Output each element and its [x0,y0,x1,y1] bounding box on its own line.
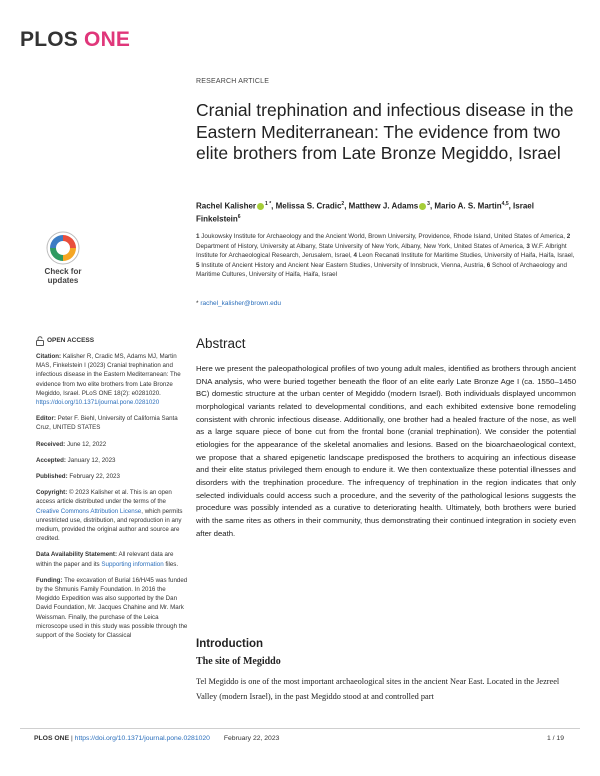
open-lock-icon [36,336,44,346]
affil-text: Department of History, University at Albany, State University of New York, Albany, New York, United States of America, [196,242,525,250]
citation-label: Citation: [36,353,62,360]
email-link[interactable]: rachel_kalisher@brown.edu [200,300,282,307]
received-date: June 12, 2022 [66,440,107,448]
email-star: * [196,300,199,307]
funding-text: The excavation of Burial 16/H/45 was funded by the Shmunis Family Foundation. In 2016 the Megiddo Expedition was also supported by the Dan David Foundation, Mr. Jacques Chahine and Mr. Mark Weissman. Finally, the purchase of the Leica microscope used in this study was possible through the support of the Society for Classical [36,576,188,640]
published-date: February 22, 2023 [69,473,120,481]
author-affil-sup: 3 [427,201,430,207]
page-footer [34,735,279,742]
orcid-icon[interactable] [419,203,426,210]
open-access-label [36,336,188,346]
data-availability-text-end: files. [165,560,179,568]
accepted-label: Accepted: [36,456,66,464]
data-availability-text: All relevant data are within the paper and its [36,551,174,568]
funding-label: Funding: [36,576,63,584]
citation-doi-link[interactable]: https://doi.org/10.1371/journal.pone.0281020 [36,399,160,407]
introduction-text: Tel Megiddo is one of the most important archaeological sites in the ancient Near East. Located in the Jezreel Valley (modern Israel), in the past Megiddo stood at and controlled part [196,677,560,701]
copyright-text: © 2023 Kalisher et al. This is an open access article distributed under the terms of the [36,489,172,506]
footer-divider [20,728,580,729]
footer-separator: | [69,735,75,742]
affil-num: 3 [526,242,530,250]
article-title: Cranial trephination and infectious disease in the Eastern Mediterranean: The evidence from two elite brothers from Late Bronze Megiddo, Israel [196,100,574,163]
author-affil-sup: 2 [341,201,345,207]
author-list [196,199,576,224]
affil-text: W.F. Albright Institute for Archaeological Research, Jerusalem, Israel, [196,242,567,260]
footer-doi-link[interactable]: https://doi.org/10.1371/journal.pone.0281020 [74,735,210,742]
affil-num: 6 [486,261,491,269]
copyright-text-end: , which permits unrestricted use, distribution, and reproduction in any medium, provided the original author and source are credited. [36,507,183,543]
copyright-label: Copyright: [36,489,68,497]
affil-text: School of Archaeology and Maritime Cultures, University of Haifa, Haifa, Israel [196,261,567,279]
supporting-info-link[interactable]: Supporting information [101,560,164,568]
article-type: RESEARCH ARTICLE [196,78,270,85]
affil-num: 4 [353,252,358,260]
abstract-text: Here we present the paleopathological profiles of two young adult males, identified as brothers through ancient DNA analysis, who were buried together beneath the floor of an elite early Late Bronze Age I (ca. 1550–1450 BC) domestic structure at the urban center of Megiddo (modern Israel). Both individuals displayed uncommon morphological variants related to developmental conditions, and each exhibited extensive bone remodeling consistent with chronic infectious disease. Additionally, one brother had a healed fracture of the nose, as well as a large square piece of bone cut from the frontal bone (cranial trephination). We consider the potential etiologies for the appearance of the skeletal anomalies and lesions. Based on the bioarchaeological context, we propose that a shared epigenetic landscape predisposed the brothers to acquiring an infectious disease and their elite status privileged them enough to endure it. We then contextualize these potential illnesses and disorders with the trephination procedure. The infrequency of trephination in the region indicates that only selected individuals could access such a procedure, and the severity of the pathological lesions suggests the procedure was possibly intended as a curative to deteriorating health. Ultimately, both brothers were buried with the same rites as others in their community, thus demonstrating their continued integration in society even after death. [196,364,576,538]
check-for-updates-badge[interactable] [38,231,88,285]
funding-block [36,576,188,640]
citation-block [36,352,188,407]
published-block [36,472,188,481]
author-name: , Matthew J. Adams [344,201,419,211]
page-number: 1 / 19 [546,735,564,742]
footer-date: February 22, 2023 [223,735,280,742]
published-label: Published: [36,473,68,481]
journal-logo[interactable] [20,28,130,52]
corresponding-email [196,300,281,307]
author-name: , Israel Finkelstein [196,201,534,224]
accepted-block [36,456,188,465]
logo-one: ONE [84,28,131,51]
accepted-date: January 12, 2023 [67,456,116,464]
received-label: Received: [36,440,66,448]
editor-label: Editor: [36,415,56,423]
affil-text: Joukowsky Institute for Archaeology and the Ancient World, Brown University, Providence, Rhode Island, United States of America, [201,233,566,240]
citation-text: Kalisher R, Cradic MS, Adams MJ, Martin MAS, Finkelstein I (2023) Cranial trephination and infectious disease in the Eastern Mediterranean: The evidence from two elite brothers from Late Bronze Megiddo, Israel. PLoS ONE 18(2): e0281020. [36,353,181,397]
abstract-heading: Abstract [196,336,246,351]
check-updates-icon [46,231,80,265]
data-availability-block [36,550,188,568]
editor-block [36,414,188,432]
affil-num: 5 [196,261,200,269]
affil-num: 2 [566,233,571,240]
logo-plos: PLOS [20,28,78,51]
check-updates-line2: updates [47,276,79,285]
license-link[interactable]: Creative Commons Attribution License [36,507,142,515]
orcid-icon[interactable] [257,203,264,210]
received-block [36,440,188,449]
author-affil-sup: 6 [237,213,241,220]
affiliations [196,232,576,280]
affil-text: Institute of Ancient History and Ancient Near Eastern Studies, University of Innsbruck, Vienna, Austria, [201,261,486,269]
author-name: , Melissa S. Cradic [271,201,342,211]
article-info-sidebar [36,336,188,647]
affil-text: Leon Recanati Institute for Maritime Studies, University of Haifa, Haifa, Israel, [358,252,575,260]
affil-num: 1 [196,233,200,240]
introduction-heading: Introduction [196,638,264,650]
copyright-block [36,488,188,543]
author-name: , Mario A. S. Martin [429,201,502,211]
author-affil-sup: 1 * [265,201,272,207]
data-availability-label: Data Availability Statement: [36,551,118,559]
check-updates-line1: Check for [44,267,82,276]
footer-journal: PLOS ONE [34,735,70,742]
author-affil-sup: 4,5 [501,201,509,207]
open-access-text: OPEN ACCESS [47,337,95,345]
editor-text: Peter F. Biehl, University of California Santa Cruz, UNITED STATES [36,415,178,432]
section-subheading: The site of Megiddo [196,656,281,667]
author-name: Rachel Kalisher [196,201,257,211]
